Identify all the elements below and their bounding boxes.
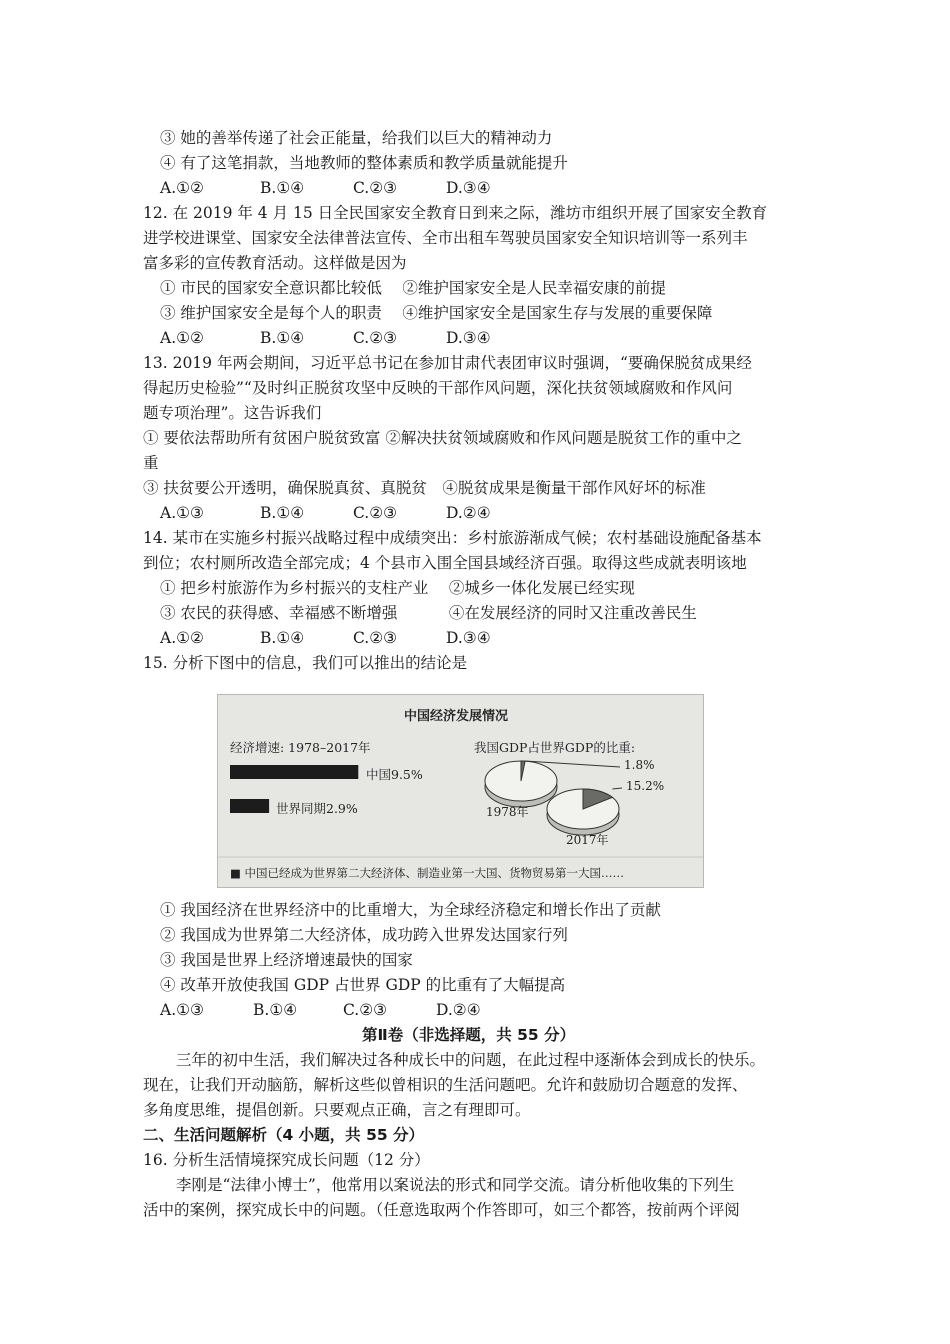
option-b: B.①④ — [253, 1001, 298, 1019]
china-bar-label: 中国9.5% — [366, 767, 423, 782]
option-c: C.②③ — [343, 1001, 388, 1019]
q13-stem-line-3: 题专项治理”。这告诉我们 — [143, 404, 322, 422]
option-b: B.①④ — [260, 329, 305, 347]
q13-stem-line-2: 得起历史检验”“及时纠正脱贫攻坚中反映的干部作风问题，深化扶贫领域腐败和作风问 — [143, 379, 733, 397]
q14-stem-line-1: 14. 某市在实施乡村振兴战略过程中成绩突出：乡村旅游渐成气候；农村基础设施配备基本 — [143, 529, 762, 547]
q14-items-b: ③ 农民的获得感、幸福感不断增强 ④在发展经济的同时又注重改善民生 — [160, 604, 697, 622]
q13-options — [160, 503, 491, 523]
part-2-heading: 第Ⅱ卷（非选择题，共 55 分） — [362, 1026, 576, 1044]
pie-2017-year: 2017年 — [566, 833, 609, 847]
q12-stem-line-3: 富多彩的宣传教育活动。这样做是因为 — [143, 254, 407, 272]
option-c: C.②③ — [353, 629, 398, 647]
q15-item-4: ④ 改革开放使我国 GDP 占世界 GDP 的比重有了大幅提高 — [160, 976, 566, 994]
q16-title: 16. 分析生活情境探究成长问题（12 分） — [143, 1151, 430, 1169]
q12-items-b: ③ 维护国家安全是每个人的职责 ④维护国家安全是国家生存与发展的重要保障 — [160, 304, 713, 322]
section-heading: 二、生活问题解析（4 小题，共 55 分） — [143, 1126, 425, 1144]
q12-stem-line-1: 12. 在 2019 年 4 月 15 日全民国家安全教育日到来之际，潍坊市组织开展了国家安全教育 — [143, 204, 768, 222]
china-growth-bar — [230, 765, 358, 779]
world-bar-label: 世界同期2.9% — [276, 801, 358, 816]
q11-item-3: ③ 她的善举传递了社会正能量，给我们以巨大的精神动力 — [160, 129, 553, 147]
option-d: D.③④ — [446, 329, 491, 347]
part-2-intro-line-3: 多角度思维，提倡创新。只要观点正确，言之有理即可。 — [143, 1101, 531, 1119]
q12-options — [160, 328, 491, 348]
part-2-intro-line-2: 现在，让我们开动脑筋，解析这些似曾相识的生活问题吧。允许和鼓励切合题意的发挥、 — [143, 1076, 748, 1094]
q14-options — [160, 628, 491, 648]
q11-options — [160, 178, 491, 198]
option-b: B.①④ — [260, 629, 305, 647]
q15-item-2: ② 我国成为世界第二大经济体，成功跨入世界发达国家行列 — [160, 926, 568, 944]
pie-2017-value: 15.2% — [626, 779, 665, 793]
option-c: C.②③ — [353, 329, 398, 347]
share-label: 我国GDP占世界GDP的比重: — [474, 740, 636, 755]
q15-options — [160, 1000, 481, 1020]
q12-items-a: ① 市民的国家安全意识都比较低 ②维护国家安全是人民幸福安康的前提 — [160, 279, 666, 297]
q15-item-1: ① 我国经济在世界经济中的比重增大，为全球经济稳定和增长作出了贡献 — [160, 901, 661, 919]
option-d: D.②④ — [446, 504, 491, 522]
option-c: C.②③ — [353, 179, 398, 197]
q13-items-a: ① 要依法帮助所有贫困户脱贫致富 ②解决扶贫领域腐败和作风问题是脱贫工作的重中之 — [143, 429, 742, 447]
q14-stem-line-2: 到位；农村厕所改造全部完成；4 个县市入围全国县域经济百强。取得这些成就表明该地 — [143, 554, 747, 572]
option-d: D.②④ — [436, 1001, 481, 1019]
growth-label: 经济增速: 1978–2017年 — [230, 740, 371, 755]
option-a: A.①② — [160, 179, 204, 197]
q11-item-4: ④ 有了这笔捐款，当地教师的整体素质和教学质量就能提升 — [160, 154, 568, 172]
q15-stem: 15. 分析下图中的信息，我们可以推出的结论是 — [143, 654, 468, 672]
option-c: C.②③ — [353, 504, 398, 522]
option-a: A.①② — [160, 629, 204, 647]
q13-stem-line-1: 13. 2019 年两会期间，习近平总书记在参加甘肃代表团审议时强调，“要确保脱贫成果经 — [143, 354, 752, 372]
option-d: D.③④ — [446, 629, 491, 647]
part-2-intro-line-1: 三年的初中生活，我们解决过各种成长中的问题，在此过程中逐渐体会到成长的快乐。 — [176, 1051, 766, 1069]
option-b: B.①④ — [260, 179, 305, 197]
option-d: D.③④ — [446, 179, 491, 197]
q13-items-a-wrap: 重 — [143, 454, 159, 472]
q13-items-b: ③ 扶贫要公开透明，确保脱真贫、真脱贫 ④脱贫成果是衡量干部作风好坏的标准 — [143, 479, 706, 497]
pie-1978-value: 1.8% — [624, 758, 655, 772]
economy-figure — [217, 694, 704, 888]
option-a: A.①③ — [160, 1001, 204, 1019]
q16-stem-line-2: 活中的案例，探究成长中的问题。（任意选取两个作答即可，如三个都答，按前两个评阅 — [143, 1201, 740, 1219]
option-b: B.①④ — [260, 504, 305, 522]
option-a: A.①③ — [160, 504, 204, 522]
option-a: A.①② — [160, 329, 204, 347]
pie-1978-year: 1978年 — [486, 805, 529, 819]
q15-item-3: ③ 我国是世界上经济增速最快的国家 — [160, 951, 413, 969]
figure-title: 中国经济发展情况 — [404, 709, 509, 724]
q14-items-a: ① 把乡村旅游作为乡村振兴的支柱产业 ②城乡一体化发展已经实现 — [160, 579, 635, 597]
figure-footer: ■ 中国已经成为世界第二大经济体、制造业第一大国、货物贸易第一大国…… — [230, 866, 625, 880]
world-growth-bar — [230, 799, 269, 813]
q12-stem-line-2: 进学校进课堂、国家安全法律普法宣传、全市出租车驾驶员国家安全知识培训等一系列丰 — [143, 229, 748, 247]
q16-stem-line-1: 李刚是“法律小博士”，他常用以案说法的形式和同学交流。请分析他收集的下列生 — [176, 1176, 735, 1194]
